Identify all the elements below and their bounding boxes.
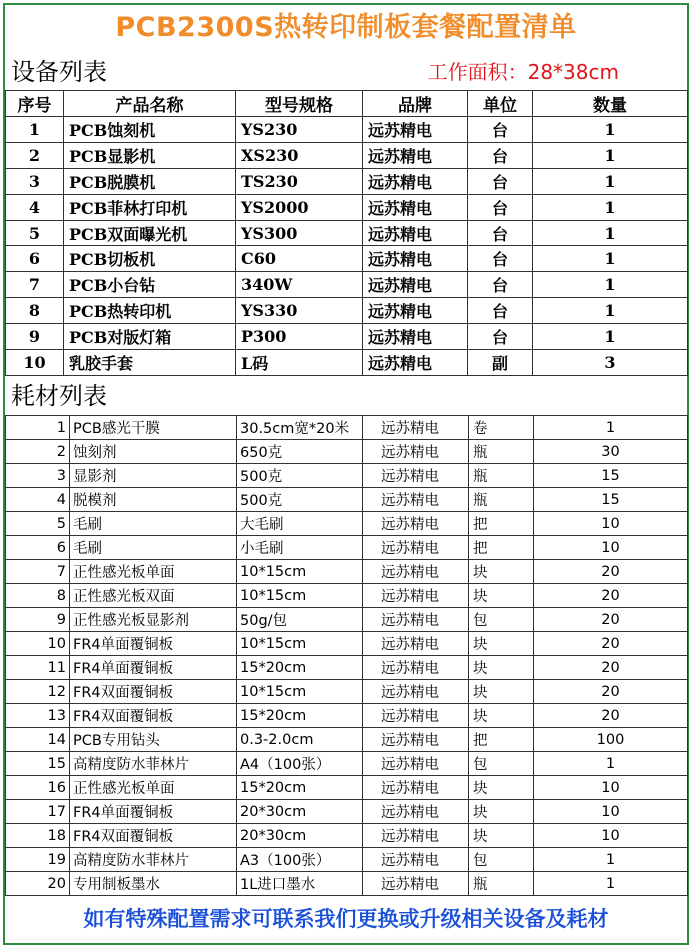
consumables-cell-no: 14	[6, 728, 70, 752]
consumables-cell-brand: 远苏精电	[363, 800, 469, 824]
consumables-cell-brand: 远苏精电	[363, 704, 469, 728]
consumables-cell-unit: 包	[469, 848, 534, 872]
header-brand: 品牌	[363, 91, 468, 117]
consumables-cell-brand: 远苏精电	[363, 872, 469, 896]
consumables-row	[6, 584, 688, 608]
equipment-cell-name: PCB脱膜机	[64, 168, 236, 194]
equipment-cell-qty: 1	[533, 142, 688, 168]
header-no: 序号	[6, 91, 64, 117]
consumables-cell-name: FR4双面覆铜板	[70, 704, 237, 728]
equipment-cell-brand: 远苏精电	[363, 220, 468, 246]
consumables-cell-brand: 远苏精电	[363, 824, 469, 848]
equipment-cell-no: 4	[6, 194, 64, 220]
consumables-cell-qty: 20	[534, 632, 688, 656]
consumables-cell-brand: 远苏精电	[363, 728, 469, 752]
consumables-cell-no: 6	[6, 536, 70, 560]
consumables-cell-unit: 块	[469, 584, 534, 608]
consumables-cell-name: 脱模剂	[70, 488, 237, 512]
equipment-cell-no: 10	[6, 350, 64, 376]
consumables-row	[6, 488, 688, 512]
consumables-cell-unit: 块	[469, 680, 534, 704]
equipment-cell-brand: 远苏精电	[363, 117, 468, 143]
header-unit: 单位	[468, 91, 533, 117]
consumables-cell-name: FR4单面覆铜板	[70, 800, 237, 824]
equipment-cell-qty: 3	[533, 350, 688, 376]
consumables-row	[6, 512, 688, 536]
header-name: 产品名称	[64, 91, 236, 117]
consumables-cell-no: 18	[6, 824, 70, 848]
consumables-cell-no: 17	[6, 800, 70, 824]
consumables-row	[6, 776, 688, 800]
consumables-cell-unit: 瓶	[469, 440, 534, 464]
consumables-cell-no: 4	[6, 488, 70, 512]
equipment-cell-brand: 远苏精电	[363, 194, 468, 220]
consumables-cell-unit: 块	[469, 704, 534, 728]
equipment-row	[6, 168, 688, 194]
equipment-cell-brand: 远苏精电	[363, 272, 468, 298]
consumables-cell-brand: 远苏精电	[363, 536, 469, 560]
consumables-cell-brand: 远苏精电	[363, 776, 469, 800]
equipment-cell-no: 5	[6, 220, 64, 246]
sheet-title: PCB2300S热转印制板套餐配置清单	[115, 12, 577, 43]
consumables-cell-brand: 远苏精电	[363, 560, 469, 584]
consumables-cell-name: PCB专用钻头	[70, 728, 237, 752]
consumables-cell-spec: 20*30cm	[237, 824, 363, 848]
consumables-cell-brand: 远苏精电	[363, 440, 469, 464]
equipment-cell-qty: 1	[533, 194, 688, 220]
equipment-cell-unit: 副	[468, 350, 533, 376]
consumables-cell-no: 3	[6, 464, 70, 488]
consumables-cell-qty: 10	[534, 776, 688, 800]
equipment-header-row	[6, 91, 688, 117]
consumables-cell-qty: 10	[534, 800, 688, 824]
consumables-cell-brand: 远苏精电	[363, 584, 469, 608]
consumables-cell-qty: 20	[534, 680, 688, 704]
equipment-cell-model: YS300	[236, 220, 363, 246]
consumables-cell-name: 正性感光板双面	[70, 584, 237, 608]
equipment-cell-no: 6	[6, 246, 64, 272]
consumables-cell-name: FR4单面覆铜板	[70, 632, 237, 656]
consumables-row	[6, 464, 688, 488]
consumables-cell-spec: 小毛刷	[237, 536, 363, 560]
consumables-row	[6, 872, 688, 896]
equipment-row	[6, 298, 688, 324]
consumables-section-title: 耗材列表	[11, 382, 107, 410]
consumables-cell-qty: 1	[534, 872, 688, 896]
consumables-cell-no: 10	[6, 632, 70, 656]
consumables-cell-brand: 远苏精电	[363, 488, 469, 512]
equipment-row	[6, 246, 688, 272]
consumables-cell-name: 高精度防水菲林片	[70, 848, 237, 872]
consumables-cell-name: 正性感光板单面	[70, 560, 237, 584]
consumables-cell-qty: 1	[534, 752, 688, 776]
equipment-cell-unit: 台	[468, 246, 533, 272]
equipment-cell-unit: 台	[468, 194, 533, 220]
equipment-cell-brand: 远苏精电	[363, 298, 468, 324]
consumables-cell-unit: 把	[469, 512, 534, 536]
equipment-row	[6, 350, 688, 376]
consumables-cell-qty: 1	[534, 848, 688, 872]
equipment-cell-qty: 1	[533, 298, 688, 324]
consumables-row	[6, 824, 688, 848]
equipment-cell-unit: 台	[468, 272, 533, 298]
consumables-cell-spec: 15*20cm	[237, 704, 363, 728]
equipment-cell-name: PCB小台钻	[64, 272, 236, 298]
header-qty: 数量	[533, 91, 688, 117]
consumables-cell-spec: 10*15cm	[237, 560, 363, 584]
consumables-cell-spec: 20*30cm	[237, 800, 363, 824]
equipment-cell-unit: 台	[468, 168, 533, 194]
consumables-cell-unit: 瓶	[469, 872, 534, 896]
consumables-cell-spec: A4（100张）	[237, 752, 363, 776]
equipment-cell-model: TS230	[236, 168, 363, 194]
consumables-cell-no: 8	[6, 584, 70, 608]
equipment-cell-qty: 1	[533, 117, 688, 143]
equipment-cell-name: PCB切板机	[64, 246, 236, 272]
consumables-row	[6, 560, 688, 584]
consumables-cell-brand: 远苏精电	[363, 656, 469, 680]
consumables-cell-no: 1	[6, 416, 70, 440]
equipment-cell-unit: 台	[468, 220, 533, 246]
equipment-cell-qty: 1	[533, 246, 688, 272]
consumables-cell-no: 20	[6, 872, 70, 896]
consumables-cell-qty: 10	[534, 824, 688, 848]
consumables-cell-spec: 15*20cm	[237, 656, 363, 680]
consumables-cell-unit: 卷	[469, 416, 534, 440]
consumables-cell-name: FR4双面覆铜板	[70, 824, 237, 848]
consumables-cell-name: PCB感光干膜	[70, 416, 237, 440]
consumables-cell-spec: 10*15cm	[237, 632, 363, 656]
consumables-cell-unit: 包	[469, 608, 534, 632]
consumables-cell-no: 16	[6, 776, 70, 800]
equipment-cell-name: PCB双面曝光机	[64, 220, 236, 246]
consumables-cell-no: 12	[6, 680, 70, 704]
equipment-cell-model: P300	[236, 324, 363, 350]
equipment-cell-name: PCB蚀刻机	[64, 117, 236, 143]
consumables-row	[6, 752, 688, 776]
consumables-cell-qty: 20	[534, 656, 688, 680]
consumables-cell-name: 毛刷	[70, 512, 237, 536]
consumables-cell-qty: 100	[534, 728, 688, 752]
consumables-row	[6, 536, 688, 560]
consumables-cell-qty: 10	[534, 512, 688, 536]
consumables-cell-brand: 远苏精电	[363, 848, 469, 872]
consumables-cell-no: 7	[6, 560, 70, 584]
equipment-cell-no: 2	[6, 142, 64, 168]
consumables-cell-name: 专用制板墨水	[70, 872, 237, 896]
consumables-cell-unit: 块	[469, 824, 534, 848]
consumables-cell-unit: 瓶	[469, 488, 534, 512]
equipment-section	[5, 54, 687, 90]
consumables-row	[6, 680, 688, 704]
consumables-row	[6, 608, 688, 632]
equipment-row	[6, 142, 688, 168]
consumables-cell-brand: 远苏精电	[363, 752, 469, 776]
consumables-cell-spec: 500克	[237, 464, 363, 488]
consumables-cell-qty: 20	[534, 704, 688, 728]
consumables-row	[6, 416, 688, 440]
consumables-cell-name: 正性感光板单面	[70, 776, 237, 800]
consumables-cell-brand: 远苏精电	[363, 608, 469, 632]
equipment-cell-model: YS2000	[236, 194, 363, 220]
equipment-cell-brand: 远苏精电	[363, 168, 468, 194]
equipment-cell-no: 7	[6, 272, 64, 298]
consumables-section	[5, 378, 687, 414]
consumables-cell-brand: 远苏精电	[363, 464, 469, 488]
consumables-cell-qty: 15	[534, 464, 688, 488]
consumables-cell-unit: 把	[469, 536, 534, 560]
consumables-cell-qty: 10	[534, 536, 688, 560]
work-area-note: 工作面积：28*38cm	[427, 60, 619, 84]
consumables-cell-spec: 1L进口墨水	[237, 872, 363, 896]
consumables-cell-no: 15	[6, 752, 70, 776]
consumables-cell-brand: 远苏精电	[363, 632, 469, 656]
equipment-cell-model: XS230	[236, 142, 363, 168]
consumables-cell-qty: 1	[534, 416, 688, 440]
consumables-row	[6, 728, 688, 752]
equipment-cell-qty: 1	[533, 272, 688, 298]
consumables-cell-qty: 20	[534, 584, 688, 608]
consumables-cell-qty: 20	[534, 608, 688, 632]
consumables-row	[6, 800, 688, 824]
consumables-cell-spec: 30.5cm宽*20米	[237, 416, 363, 440]
consumables-cell-unit: 块	[469, 656, 534, 680]
equipment-table	[5, 90, 688, 376]
equipment-row	[6, 324, 688, 350]
equipment-cell-no: 1	[6, 117, 64, 143]
equipment-cell-qty: 1	[533, 168, 688, 194]
consumables-cell-no: 13	[6, 704, 70, 728]
consumables-cell-spec: 0.3-2.0cm	[237, 728, 363, 752]
consumables-table	[5, 415, 688, 896]
consumables-cell-spec: 650克	[237, 440, 363, 464]
consumables-cell-spec: 大毛刷	[237, 512, 363, 536]
header-model: 型号规格	[236, 91, 363, 117]
consumables-cell-brand: 远苏精电	[363, 680, 469, 704]
consumables-cell-name: 高精度防水菲林片	[70, 752, 237, 776]
equipment-section-title: 设备列表	[11, 58, 107, 86]
equipment-cell-brand: 远苏精电	[363, 246, 468, 272]
consumables-cell-spec: 10*15cm	[237, 680, 363, 704]
equipment-cell-qty: 1	[533, 220, 688, 246]
consumables-cell-brand: 远苏精电	[363, 512, 469, 536]
consumables-cell-qty: 30	[534, 440, 688, 464]
equipment-cell-name: PCB显影机	[64, 142, 236, 168]
consumables-cell-qty: 20	[534, 560, 688, 584]
equipment-cell-name: PCB菲林打印机	[64, 194, 236, 220]
consumables-row	[6, 848, 688, 872]
consumables-cell-brand: 远苏精电	[363, 416, 469, 440]
equipment-cell-no: 8	[6, 298, 64, 324]
equipment-cell-name: PCB热转印机	[64, 298, 236, 324]
consumables-cell-no: 19	[6, 848, 70, 872]
equipment-row	[6, 220, 688, 246]
consumables-cell-no: 9	[6, 608, 70, 632]
equipment-cell-model: C60	[236, 246, 363, 272]
consumables-cell-name: 毛刷	[70, 536, 237, 560]
footer-note: 如有特殊配置需求可联系我们更换或升级相关设备及耗材	[83, 907, 609, 931]
consumables-cell-name: FR4双面覆铜板	[70, 680, 237, 704]
config-sheet	[3, 3, 689, 945]
consumables-cell-unit: 瓶	[469, 464, 534, 488]
consumables-cell-spec: A3（100张）	[237, 848, 363, 872]
consumables-cell-name: 蚀刻剂	[70, 440, 237, 464]
equipment-cell-unit: 台	[468, 298, 533, 324]
equipment-cell-model: 340W	[236, 272, 363, 298]
consumables-cell-qty: 15	[534, 488, 688, 512]
equipment-row	[6, 272, 688, 298]
consumables-cell-unit: 块	[469, 800, 534, 824]
equipment-cell-brand: 远苏精电	[363, 350, 468, 376]
consumables-cell-no: 2	[6, 440, 70, 464]
equipment-row	[6, 117, 688, 143]
consumables-cell-unit: 块	[469, 560, 534, 584]
consumables-cell-spec: 15*20cm	[237, 776, 363, 800]
equipment-row	[6, 194, 688, 220]
consumables-cell-name: 正性感光板显影剂	[70, 608, 237, 632]
consumables-cell-name: FR4单面覆铜板	[70, 656, 237, 680]
equipment-cell-model: YS230	[236, 117, 363, 143]
consumables-cell-unit: 把	[469, 728, 534, 752]
consumables-cell-no: 5	[6, 512, 70, 536]
consumables-row	[6, 704, 688, 728]
equipment-cell-qty: 1	[533, 324, 688, 350]
consumables-cell-spec: 10*15cm	[237, 584, 363, 608]
equipment-cell-name: PCB对版灯箱	[64, 324, 236, 350]
equipment-cell-unit: 台	[468, 142, 533, 168]
consumables-cell-name: 显影剂	[70, 464, 237, 488]
equipment-cell-unit: 台	[468, 324, 533, 350]
consumables-cell-spec: 500克	[237, 488, 363, 512]
equipment-cell-no: 9	[6, 324, 64, 350]
equipment-cell-brand: 远苏精电	[363, 324, 468, 350]
equipment-cell-brand: 远苏精电	[363, 142, 468, 168]
equipment-cell-model: L码	[236, 350, 363, 376]
consumables-cell-unit: 包	[469, 752, 534, 776]
consumables-row	[6, 656, 688, 680]
equipment-cell-name: 乳胶手套	[64, 350, 236, 376]
consumables-cell-no: 11	[6, 656, 70, 680]
consumables-row	[6, 440, 688, 464]
consumables-row	[6, 632, 688, 656]
consumables-cell-unit: 块	[469, 632, 534, 656]
consumables-cell-unit: 块	[469, 776, 534, 800]
equipment-cell-model: YS330	[236, 298, 363, 324]
equipment-cell-unit: 台	[468, 117, 533, 143]
consumables-cell-spec: 50g/包	[237, 608, 363, 632]
equipment-cell-no: 3	[6, 168, 64, 194]
